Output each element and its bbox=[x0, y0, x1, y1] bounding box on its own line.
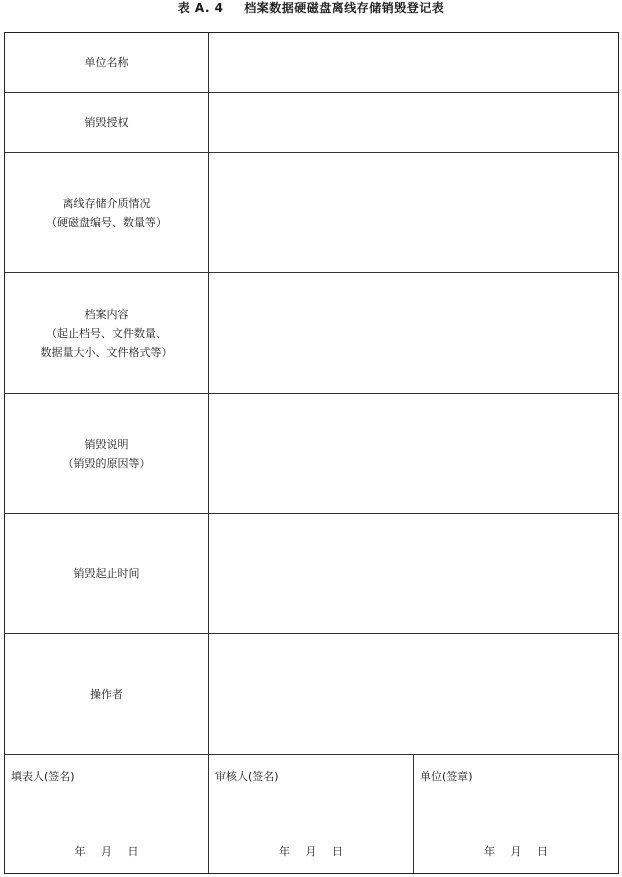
signature-row bbox=[5, 755, 618, 873]
label-line: （起止档号、文件数量、 bbox=[46, 326, 167, 340]
label-line: 销毁起止时间 bbox=[73, 567, 140, 580]
field-destruction-authorization[interactable] bbox=[209, 93, 618, 152]
field-storage-media[interactable] bbox=[209, 153, 618, 272]
form-row-destruction-authorization bbox=[5, 93, 618, 153]
filler-signature-label: 填表人(签名) bbox=[11, 770, 75, 783]
label-destruction-note bbox=[5, 394, 209, 513]
unit-seal-date bbox=[414, 845, 618, 859]
form-row-destruction-period bbox=[5, 514, 618, 634]
form-row-destruction-note bbox=[5, 394, 618, 514]
label-line: （销毁的原因等） bbox=[62, 456, 151, 470]
date-day: 日 bbox=[537, 845, 548, 858]
label-line: 销毁授权 bbox=[84, 116, 129, 129]
table-title-text: 档案数据硬磁盘离线存储销毁登记表 bbox=[244, 1, 445, 15]
field-archive-content[interactable] bbox=[209, 273, 618, 393]
field-destruction-period[interactable] bbox=[209, 514, 618, 633]
label-destruction-authorization bbox=[5, 93, 209, 152]
reviewer-date bbox=[209, 845, 413, 859]
label-line: 单位名称 bbox=[84, 56, 129, 69]
table-number: 表 A. 4 bbox=[177, 1, 224, 15]
label-unit-name bbox=[5, 33, 209, 92]
label-line: 数据量大小、文件格式等） bbox=[40, 345, 173, 359]
label-line: 操作者 bbox=[90, 687, 123, 701]
form-row-archive-content bbox=[5, 273, 618, 394]
date-year: 年 bbox=[484, 845, 495, 858]
signature-cell-filler[interactable] bbox=[5, 755, 209, 873]
form-row-storage-media bbox=[5, 153, 618, 273]
label-line: 离线存储介质情况 bbox=[62, 196, 151, 210]
date-month: 月 bbox=[101, 845, 112, 858]
label-operator bbox=[5, 634, 209, 754]
label-line: 档案内容 bbox=[84, 307, 129, 321]
date-month: 月 bbox=[510, 845, 522, 858]
label-line: （硬磁盘编号、数量等） bbox=[46, 215, 167, 229]
reviewer-signature-label: 审核人(签名) bbox=[215, 770, 279, 783]
field-destruction-note[interactable] bbox=[209, 394, 618, 513]
form-row-unit-name bbox=[5, 33, 618, 93]
label-archive-content bbox=[5, 273, 209, 393]
label-storage-media bbox=[5, 153, 209, 272]
label-line: 销毁说明 bbox=[84, 437, 129, 451]
date-day: 日 bbox=[332, 845, 343, 858]
filler-date bbox=[5, 845, 208, 859]
label-destruction-period bbox=[5, 514, 209, 633]
date-month: 月 bbox=[305, 845, 317, 858]
unit-seal-label: 单位(签章) bbox=[420, 770, 473, 783]
signature-cell-unit-seal[interactable] bbox=[414, 755, 618, 873]
field-operator[interactable] bbox=[209, 634, 618, 754]
destruction-register-form bbox=[4, 32, 619, 874]
date-year: 年 bbox=[74, 845, 86, 858]
field-unit-name[interactable] bbox=[209, 33, 618, 92]
form-row-operator bbox=[5, 634, 618, 755]
date-day: 日 bbox=[127, 845, 139, 858]
signature-cell-reviewer[interactable] bbox=[209, 755, 414, 873]
table-title bbox=[0, 0, 622, 22]
date-year: 年 bbox=[279, 845, 290, 858]
